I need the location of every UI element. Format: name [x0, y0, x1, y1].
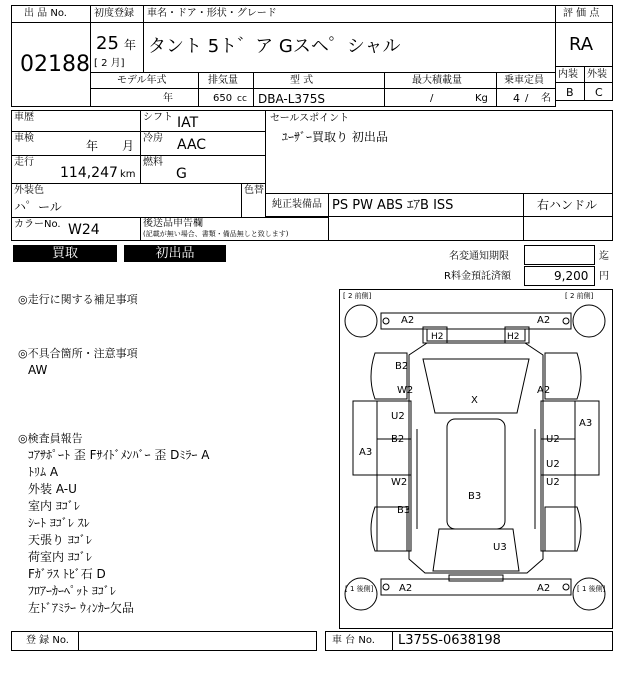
later-docs-label: 後送品申告欄 [143, 218, 203, 229]
mark-a2-rear-right: A2 [537, 583, 551, 594]
inspection-year: 年 [86, 139, 99, 153]
displacement-label: 排気量 [208, 75, 238, 86]
recycle-label: R料金預託済額 [444, 271, 511, 282]
first-listing-badge: 初出品 [124, 245, 226, 262]
equipment-label: 純正装備品 [272, 199, 322, 210]
capacity-label: 乗車定員 [504, 75, 544, 86]
inspector-report-line: 荷室内 ﾖｺﾞﾚ [28, 550, 92, 564]
history-label: 車歴 [14, 112, 34, 123]
defects-value: AW [28, 363, 48, 377]
rear-left-tag: [ 1 後側] [345, 585, 374, 593]
mileage-unit: km [120, 169, 136, 180]
mark-h2-left: H2 [431, 332, 444, 342]
name-change-unit: 迄 [599, 251, 609, 262]
front-right-wheel-icon [573, 305, 605, 337]
rear-right-tag: [ 1 後側] [577, 585, 606, 593]
later-docs-extension [328, 216, 613, 241]
buyback-badge: 買取 [13, 245, 117, 262]
inspector-report-line: ﾌﾛｱｰｶｰﾍﾟｯﾄ ﾖｺﾞﾚ [28, 584, 116, 598]
chassis-label: 車 台 No. [332, 635, 375, 646]
eval-label: 評 価 点 [563, 8, 600, 19]
color-label: 外装色 [14, 185, 44, 196]
inspector-report-line: Fｶﾞﾗｽ ﾄﾋﾞ石 D [28, 567, 106, 581]
inspector-report-title: ◎検査員報告 [18, 432, 83, 445]
color-value: ハ゜ール [14, 200, 62, 214]
type-label: 型 式 [290, 75, 314, 86]
inspector-report-line: ｼｰﾄ ﾖｺﾞﾚ ｽﾚ [28, 516, 90, 530]
mileage-label: 走行 [14, 157, 34, 168]
front-left-wheel-icon [345, 305, 377, 337]
shift-label: シフト [143, 112, 173, 123]
chassis-value: L375S-0638198 [398, 633, 501, 648]
mark-b2-left-door: B2 [391, 434, 405, 445]
mark-h2-right: H2 [507, 332, 520, 342]
exterior-grade: C [595, 86, 603, 99]
car-info-label: 車名・ドア・形状・グレード [147, 8, 277, 19]
repaint-label: 色替 [244, 185, 264, 196]
mark-w2-left-rear: W2 [391, 477, 408, 488]
inspector-report-line: ﾄﾘﾑ A [28, 465, 59, 479]
inspection-label: 車検 [14, 133, 34, 144]
max-load-label: 最大積載量 [412, 75, 462, 86]
driving-notes-title: ◎走行に関する補足事項 [18, 293, 138, 306]
rear-left-wheel-icon [345, 578, 377, 610]
mileage-value: 114,247 [60, 165, 118, 181]
defects-title: ◎不具合箇所・注意事項 [18, 347, 138, 360]
fuel-value: G [176, 166, 187, 182]
first-reg-year-unit: 年 [124, 38, 137, 52]
recycle-value: 9,200 [554, 269, 589, 283]
inspector-report-line: ｺｱｻﾎﾟｰﾄ 歪 Fｻｲﾄﾞﾒﾝﾊﾞｰ 歪 Dﾐﾗｰ A [28, 448, 210, 462]
sales-point-value: ﾕｰｻﾞｰ買取り 初出品 [282, 130, 388, 144]
mark-b3-left-quarter: B3 [397, 505, 411, 516]
capacity-unit: 名 [541, 93, 551, 104]
color-no-label: カラーNo. [14, 219, 61, 230]
inspector-report-line: 左ﾄﾞｱﾐﾗｰ ｳｨﾝｶｰ欠品 [28, 601, 134, 615]
later-docs-note: (記載が無い場合、書類・備品無しと致します) [143, 230, 289, 238]
mark-x-hood: X [471, 395, 478, 406]
damage-diagram [339, 289, 613, 629]
eval-score: RA [569, 34, 594, 55]
shift-value: IAT [177, 115, 199, 131]
inspector-report-line: 天張り ﾖｺﾞﾚ [28, 533, 92, 547]
displacement-unit: cc [237, 94, 247, 104]
mark-a2-front-left: A2 [401, 315, 415, 326]
exterior-label: 外装 [587, 69, 607, 80]
mark-a2-right-fender: A2 [537, 385, 551, 396]
model-year-label: モデル年式 [117, 75, 167, 86]
first-reg-year: 25 [96, 33, 119, 54]
inspector-report-line: 外装 A-U [28, 482, 77, 496]
mark-u2-right-mid: U2 [546, 459, 560, 470]
fuel-label: 燃料 [143, 157, 163, 168]
lot-number: 02188 [20, 52, 90, 77]
front-right-tag: [ 2 前側] [565, 292, 594, 300]
ac-value: AAC [177, 137, 207, 153]
front-left-tag: [ 2 前側] [343, 292, 372, 300]
mark-a3-left: A3 [359, 447, 373, 458]
interior-label: 内装 [558, 69, 578, 80]
inspector-report-line: 室内 ﾖｺﾞﾚ [28, 499, 80, 513]
max-load-slash: / [430, 93, 434, 104]
mark-b2-left-fender: B2 [395, 361, 409, 372]
capacity-value: 4 [513, 92, 520, 105]
capacity-slash: / [525, 93, 529, 104]
rear-right-wheel-icon [573, 578, 605, 610]
mark-u3-rear: U3 [493, 542, 507, 553]
model-year-unit: 年 [163, 93, 173, 104]
mark-b3-roof: B3 [468, 491, 482, 502]
steering-value: 右ハンドル [537, 198, 598, 212]
name-change-label: 名変通知期限 [449, 251, 509, 262]
equipment-value: PS PW ABS ｴｱB ISS [332, 198, 454, 213]
reg-no-label: 登 録 No. [26, 635, 69, 646]
recycle-unit: 円 [599, 271, 609, 282]
max-load-unit: Kg [475, 93, 488, 104]
mark-a2-rear-left: A2 [399, 583, 413, 594]
first-reg-month: [ 2 月] [94, 58, 125, 69]
color-no-value: W24 [68, 222, 100, 238]
inspection-month: 月 [122, 139, 135, 153]
lot-label: 出 品 No. [24, 8, 67, 19]
ac-label: 冷房 [143, 133, 163, 144]
mark-w2-left-fender: W2 [397, 385, 414, 396]
displacement-value: 650 [213, 93, 233, 104]
first-reg-label: 初度登録 [94, 8, 134, 19]
car-name: タント 5ト゛ア Gスヘ゜シャル [148, 36, 401, 57]
mark-a2-front-right: A2 [537, 315, 551, 326]
mark-a3-right: A3 [579, 418, 593, 429]
sales-point-label: セールスポイント [270, 113, 350, 124]
mark-u2-right-rear: U2 [546, 477, 560, 488]
type-value: DBA-L375S [258, 92, 325, 106]
mark-u2-right-front: U2 [546, 434, 560, 445]
mark-u2-left-front: U2 [391, 411, 405, 422]
name-change-field [524, 245, 595, 265]
interior-grade: B [566, 86, 574, 99]
